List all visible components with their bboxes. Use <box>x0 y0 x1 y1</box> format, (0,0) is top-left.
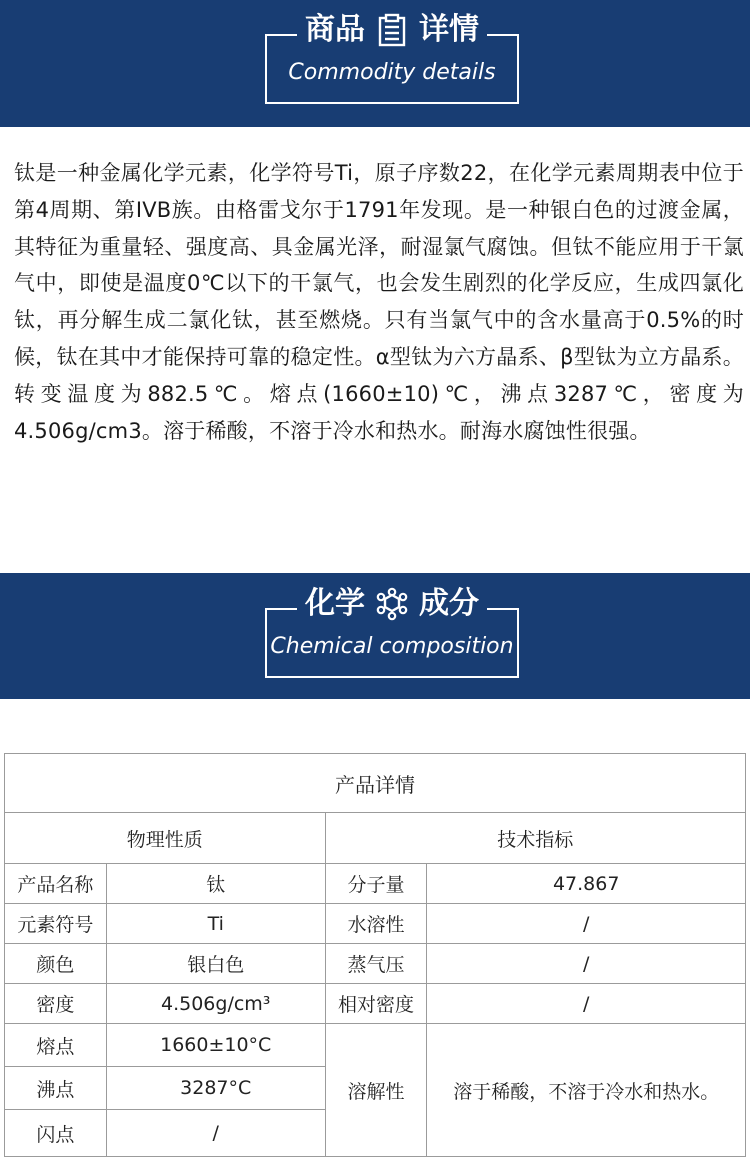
section-frame <box>265 12 519 104</box>
row-label: 相对密度 <box>325 984 427 1024</box>
table-header-technical: 技术指标 <box>325 813 745 864</box>
section-title <box>297 6 487 54</box>
row-value: 钛 <box>106 864 325 904</box>
row-label: 元素符号 <box>5 904 107 944</box>
row-label: 熔点 <box>5 1024 107 1067</box>
section-title-left: 化学 <box>305 586 365 621</box>
row-value: 3287°C <box>106 1067 325 1110</box>
section-title-left: 商品 <box>305 12 365 47</box>
row-label: 蒸气压 <box>325 944 427 984</box>
section-title-right: 详情 <box>419 12 479 47</box>
row-label: 产品名称 <box>5 864 107 904</box>
row-value: / <box>427 944 746 984</box>
row-label: 颜色 <box>5 944 107 984</box>
table-row <box>5 984 746 1024</box>
section-title-right: 成分 <box>419 586 479 621</box>
row-value: 银白色 <box>106 944 325 984</box>
product-description: 钛是一种金属化学元素，化学符号Ti，原子序数22，在化学元素周期表中位于第4周期、第IVB族。由格雷戈尔于1791年发现。是一种银白色的过渡金属，其特征为重量轻、强度高、具金属光泽，耐湿氯气腐蚀。但钛不能应用于干氯气中，即使是温度0℃以下的干氯气，也会发生剧烈的化学反应，生成四氯化钛，再分解生成二氯化钛，甚至燃烧。只有当氯气中的含水量高于0.5%的时候，钛在其中才能保持可靠的稳定性。α型钛为六方晶系、β型钛为立方晶系。转变温度为882.5℃。熔点(1660±10)℃，沸点3287℃，密度为4.506g/cm3。溶于稀酸，不溶于冷水和热水。耐海水腐蚀性很强。 <box>14 161 744 443</box>
row-label: 闪点 <box>5 1110 107 1157</box>
section-subtitle: Commodity details <box>288 60 496 85</box>
table-title: 产品详情 <box>5 754 746 813</box>
table-header-physical: 物理性质 <box>5 813 326 864</box>
section-banner-chemical <box>0 573 750 699</box>
solubility-label: 溶解性 <box>325 1024 427 1157</box>
table-row <box>5 904 746 944</box>
row-value: Ti <box>106 904 325 944</box>
product-spec-table <box>4 753 746 1157</box>
section-frame <box>265 586 519 678</box>
row-label: 沸点 <box>5 1067 107 1110</box>
table-row <box>5 864 746 904</box>
molecule-icon <box>375 587 409 621</box>
row-value: 47.867 <box>427 864 746 904</box>
section-banner-commodity <box>0 0 750 127</box>
row-value: / <box>427 904 746 944</box>
solubility-value: 溶于稀酸，不溶于冷水和热水。 <box>427 1024 746 1157</box>
section-subtitle: Chemical composition <box>270 634 514 659</box>
row-label: 水溶性 <box>325 904 427 944</box>
row-label: 分子量 <box>325 864 427 904</box>
table-row <box>5 1024 746 1067</box>
section-title <box>297 580 487 628</box>
row-label: 密度 <box>5 984 107 1024</box>
row-value: / <box>427 984 746 1024</box>
clipboard-icon <box>375 13 409 47</box>
row-value: / <box>106 1110 325 1157</box>
row-value: 1660±10°C <box>106 1024 325 1067</box>
table-row <box>5 944 746 984</box>
row-value: 4.506g/cm³ <box>106 984 325 1024</box>
